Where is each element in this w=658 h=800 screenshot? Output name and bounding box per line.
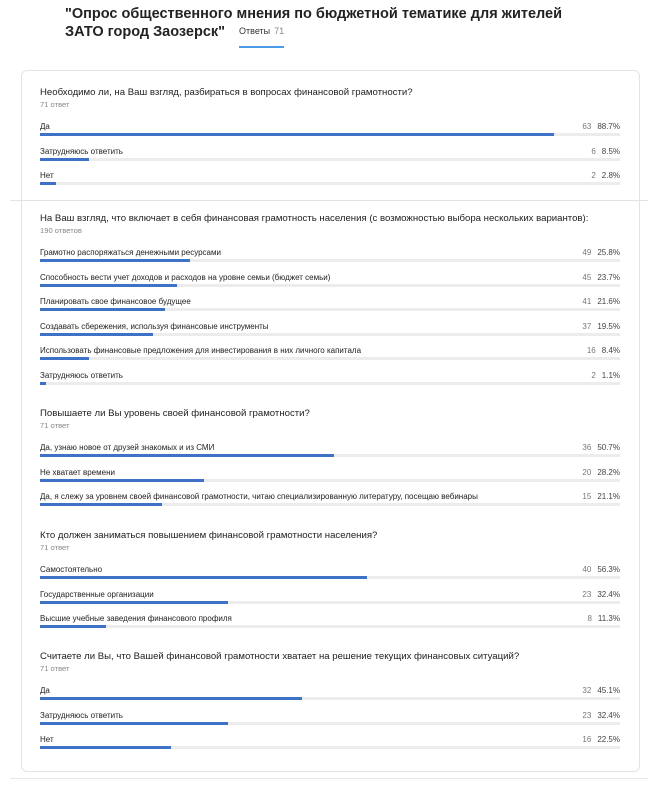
question-response-count: 71 ответ [40,664,70,673]
answer-count: 45 [582,272,592,282]
answer-option [40,492,620,517]
answer-count: 32 [582,686,592,695]
answer-option [40,248,620,273]
answer-bar-fill [40,576,367,579]
question-response-count: 71 ответ [40,421,70,430]
answer-option [40,590,620,615]
answer-bar-fill [40,503,162,506]
answer-stats [582,122,620,132]
answer-label: Грамотно распоряжаться денежными ресурсами [40,248,221,257]
answer-option [40,171,620,196]
question-title: На Ваш взгляд, что включает в себя финансовая грамотность населения (с возможностью выбора нескольких вариантов): [40,213,589,224]
answer-options [40,248,620,395]
answer-bar-track [40,259,620,262]
answer-label: Высшие учебные заведения финансового профиля [40,614,232,623]
answer-stats [582,297,620,307]
answer-options [40,686,620,760]
answer-count: 20 [582,467,592,477]
answer-label: Создавать сбережения, используя финансовые инструменты [40,321,269,331]
answer-bar-track [40,746,620,749]
answer-bar-fill [40,357,89,360]
tab-responses-label: Ответы [239,26,271,36]
answer-bar-track [40,625,620,628]
answer-percent: 32.4% [597,710,620,720]
answer-percent: 50.7% [597,443,620,452]
question-response-count: 190 ответов [40,226,82,235]
answer-percent: 22.5% [597,735,620,744]
question-block [40,651,620,760]
answer-count: 8 [587,614,592,623]
answer-percent: 8.4% [601,346,620,355]
answer-stats [591,171,620,181]
answer-stats [582,468,620,478]
answer-bar-track [40,182,620,185]
page-bottom-divider [10,778,648,779]
answer-percent: 21.6% [597,297,620,306]
answer-bar-fill [40,382,46,385]
answer-label: Затрудняюсь ответить [40,146,123,156]
answer-bar-fill [40,284,177,287]
tab-responses-count: 71 [274,26,285,36]
answer-stats [591,371,620,381]
answer-label: Да [40,686,50,695]
answer-stats [582,322,620,332]
answer-bar-fill [40,133,554,136]
answer-bar-fill [40,746,171,749]
answer-count: 15 [582,492,592,501]
question-response-count: 71 ответ [40,543,70,552]
answer-bar-track [40,133,620,136]
answer-bar-track [40,158,620,161]
answer-count: 2 [591,370,596,380]
answer-percent: 45.1% [597,686,620,695]
answer-label: Государственные организации [40,589,154,599]
answer-stats [587,614,620,624]
answer-stats [582,565,620,575]
answer-bar-track [40,479,620,482]
answer-bar-fill [40,333,153,336]
answer-percent: 2.8% [601,171,620,180]
answer-option [40,735,620,760]
survey-title-line-1: "Опрос общественного мнения по бюджетной тематике для жителей [65,6,563,22]
question-title: Необходимо ли, на Ваш взгляд, разбираться в вопросах финансовой грамотности? [40,87,413,98]
question-block [40,87,620,196]
answer-percent: 11.3% [597,614,620,623]
answer-option [40,147,620,172]
answer-bar-fill [40,601,228,604]
answer-stats [582,492,620,502]
question-block [40,213,620,395]
answer-percent: 25.8% [597,248,620,257]
answer-percent: 23.7% [597,272,620,282]
question-response-count: 71 ответ [40,100,70,109]
answer-stats [582,711,620,721]
answer-bar-track [40,333,620,336]
answer-percent: 28.2% [597,467,620,477]
answer-bar-fill [40,308,165,311]
answer-percent: 88.7% [597,122,620,131]
question-title: Считаете ли Вы, что Вашей финансовой грамотности хватает на решение текущих финансовых ситуаций? [40,651,520,662]
answer-option [40,711,620,736]
answer-bar-track [40,308,620,311]
survey-title [65,6,625,42]
answer-percent: 1.1% [601,370,620,380]
answer-bar-fill [40,259,190,262]
survey-header [65,6,625,42]
answer-label: Затрудняюсь ответить [40,370,123,380]
answer-stats [587,346,620,356]
answer-count: 63 [582,122,592,131]
answer-percent: 21.1% [597,492,620,501]
answer-bar-fill [40,454,334,457]
answer-bar-fill [40,182,56,185]
answer-option [40,565,620,590]
answer-option [40,322,620,347]
tab-active-underline [239,46,284,48]
answer-options [40,565,620,639]
answer-option [40,273,620,298]
answer-option [40,371,620,396]
answer-bar-fill [40,625,106,628]
answer-stats [582,686,620,696]
answer-count: 2 [591,171,596,180]
answer-bar-track [40,503,620,506]
answer-bar-track [40,697,620,700]
answer-bar-track [40,576,620,579]
answer-count: 41 [582,297,592,306]
answer-percent: 8.5% [601,146,620,156]
answer-percent: 56.3% [597,565,620,574]
answer-count: 49 [582,248,592,257]
answer-stats [591,147,620,157]
answer-option [40,443,620,468]
answer-count: 40 [582,565,592,574]
answer-stats [582,590,620,600]
answer-count: 16 [586,346,596,355]
survey-title-line-2-text: ЗАТО город Заозерск" [65,24,226,40]
answer-label: Самостоятельно [40,565,103,574]
question-title: Кто должен заниматься повышением финансовой грамотности населения? [40,530,378,541]
answer-count: 23 [582,589,592,599]
answer-label: Нет [40,171,54,180]
answer-bar-fill [40,722,228,725]
answer-count: 16 [582,735,592,744]
answer-label: Нет [40,735,54,744]
answer-bar-fill [40,158,89,161]
answer-label: Планировать свое финансовое будущее [40,297,191,306]
answer-label: Да, я слежу за уровнем своей финансовой грамотности, читаю специализированную литературу, посещаю вебинары [40,492,478,501]
answer-option [40,122,620,147]
section-divider [10,200,648,201]
tab-responses[interactable] [239,23,284,42]
answer-percent: 32.4% [597,589,620,599]
answer-stats [582,443,620,453]
answer-option [40,614,620,639]
answer-bar-track [40,284,620,287]
answer-bar-track [40,722,620,725]
answer-count: 37 [582,321,592,331]
answer-option [40,468,620,493]
answer-label: Да [40,122,50,131]
answer-bar-track [40,382,620,385]
answer-options [40,443,620,517]
answer-bar-track [40,357,620,360]
answer-count: 6 [591,146,596,156]
answer-label: Не хватает времени [40,467,115,477]
answer-label: Использовать финансовые предложения для инвестирования в них личного капитала [40,346,362,355]
question-title: Повышаете ли Вы уровень своей финансовой грамотности? [40,408,310,419]
answer-bar-track [40,454,620,457]
answer-count: 36 [582,443,592,452]
answer-stats [582,735,620,745]
answer-percent: 19.5% [597,321,620,331]
answer-bar-fill [40,479,204,482]
answer-stats [582,248,620,258]
question-block [40,530,620,639]
answer-bar-fill [40,697,302,700]
question-block [40,408,620,517]
answer-bar-track [40,601,620,604]
survey-title-line-2 [65,23,625,42]
answer-option [40,346,620,371]
answer-count: 23 [582,710,592,720]
answer-label: Затрудняюсь ответить [40,710,123,720]
answer-stats [582,273,620,283]
answer-label: Да, узнаю новое от друзей знакомых и из СМИ [40,443,215,452]
answer-options [40,122,620,196]
answer-option [40,297,620,322]
answer-option [40,686,620,711]
answer-label: Способность вести учет доходов и расходов на уровне семьи (бюджет семьи) [40,272,331,282]
